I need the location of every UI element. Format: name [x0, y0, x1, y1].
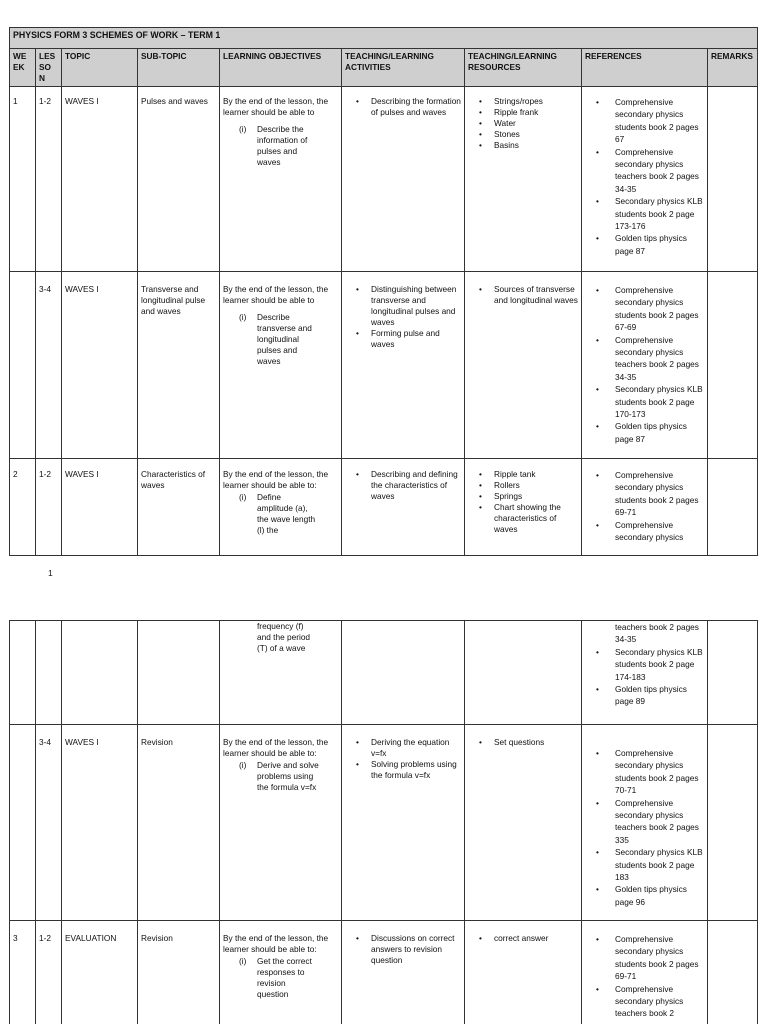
- list-item: • Rollers: [468, 480, 578, 491]
- references-cell: [582, 921, 708, 1024]
- list-item: • Comprehensive secondary physics students book 2 pages 67-69: [585, 284, 704, 334]
- table-row: [10, 459, 758, 556]
- remarks-cell: [708, 621, 758, 725]
- resources-cell: [465, 272, 582, 459]
- list-item: • Discussions on correct answers to revision question: [345, 933, 461, 966]
- references-cell: [582, 725, 708, 921]
- objectives-cell: [220, 921, 342, 1024]
- activities-cell: [342, 921, 465, 1024]
- objective-number: (i): [239, 312, 247, 322]
- objective-text: Describe transverse and longitudinal pulses and waves: [257, 312, 312, 366]
- list-item: • Golden tips physics page 87: [585, 420, 704, 445]
- table-row: [10, 621, 758, 725]
- list-item: • Describing and defining the characteristics of waves: [345, 469, 461, 502]
- objective-text: Derive and solve problems using the formula v=fx: [257, 760, 319, 792]
- week-cell: 1: [10, 87, 36, 272]
- subtopic-cell: Pulses and waves: [138, 87, 220, 272]
- objective-number: (i): [239, 492, 247, 502]
- document-page-2: [0, 620, 768, 1024]
- objective-text: Describe the information of pulses and waves: [257, 124, 308, 167]
- list-item: • Springs: [468, 491, 578, 502]
- objective-number: (i): [239, 760, 247, 770]
- objective-intro: By the end of the lesson, the learner should be able to:: [223, 933, 329, 954]
- list-item: • Water: [468, 118, 578, 129]
- table-row: [10, 87, 758, 272]
- list-item: • Forming pulse and waves: [345, 328, 461, 350]
- document-title: PHYSICS FORM 3 SCHEMES OF WORK – TERM 1: [10, 28, 758, 49]
- list-item: • correct answer: [468, 933, 578, 944]
- remarks-cell: [708, 725, 758, 921]
- list-item: • Strings/ropes: [468, 96, 578, 107]
- header-references: REFERENCES: [582, 49, 708, 87]
- week-cell: [10, 621, 36, 725]
- subtopic-cell: Revision: [138, 725, 220, 921]
- references-cell: [582, 272, 708, 459]
- remarks-cell: [708, 459, 758, 556]
- objective-text: Get the correct responses to revision question: [257, 956, 312, 999]
- header-week: WE EK: [10, 49, 36, 87]
- remarks-cell: [708, 87, 758, 272]
- activities-cell: [342, 459, 465, 556]
- list-item: • Stones: [468, 129, 578, 140]
- list-item: • Golden tips physics page 87: [585, 232, 704, 257]
- topic-cell: WAVES I: [62, 459, 138, 556]
- list-item: • Comprehensive secondary physics teachers book 2 pages 335: [585, 797, 704, 847]
- table-row: [10, 921, 758, 1024]
- list-item: • Chart showing the characteristics of waves: [468, 502, 578, 535]
- references-cell: [582, 87, 708, 272]
- objectives-cell: [220, 459, 342, 556]
- scheme-table-page-2: [9, 620, 758, 1024]
- list-item: • Comprehensive secondary physics students book 2 pages 69-71: [585, 933, 704, 983]
- list-item: • Golden tips physics page 96: [585, 883, 704, 908]
- list-item: • Secondary physics KLB students book 2 page 170-173: [585, 383, 704, 420]
- list-item: • Secondary physics KLB students book 2 page 183: [585, 846, 704, 883]
- week-cell: 3: [10, 921, 36, 1024]
- week-cell: [10, 725, 36, 921]
- activities-cell: [342, 725, 465, 921]
- objectives-cell: [220, 725, 342, 921]
- header-resources: TEACHING/LEARNING RESOURCES: [465, 49, 582, 87]
- references-cell: [582, 459, 708, 556]
- topic-cell: WAVES I: [62, 272, 138, 459]
- objectives-cell: [220, 272, 342, 459]
- header-subtopic: SUB-TOPIC: [138, 49, 220, 87]
- list-item: • Ripple tank: [468, 469, 578, 480]
- scheme-table-page-1: [9, 27, 758, 556]
- lesson-cell: [36, 621, 62, 725]
- list-item: • Comprehensive secondary physics students book 2 pages 69-71: [585, 469, 704, 519]
- list-item: • Comprehensive secondary physics: [585, 519, 704, 544]
- header-topic: TOPIC: [62, 49, 138, 87]
- objective-text: Define amplitude (a), the wave length (l) the: [257, 492, 316, 535]
- activities-cell: [342, 621, 465, 725]
- week-cell: 2: [10, 459, 36, 556]
- topic-cell: WAVES I: [62, 87, 138, 272]
- list-item: • Distinguishing between transverse and longitudinal pulses and waves: [345, 284, 461, 328]
- list-item: • Solving problems using the formula v=fx: [345, 759, 461, 781]
- lesson-cell: 1-2: [36, 459, 62, 556]
- table-row: [10, 725, 758, 921]
- objective-number: (i): [239, 956, 247, 966]
- topic-cell: WAVES I: [62, 725, 138, 921]
- header-activities: TEACHING/LEARNING ACTIVITIES: [342, 49, 465, 87]
- objective-intro: By the end of the lesson, the learner should be able to: [223, 284, 329, 305]
- subtopic-cell: Transverse and longitudinal pulse and waves: [138, 272, 220, 459]
- list-item: • Secondary physics KLB students book 2 page 174-183: [585, 646, 704, 683]
- lesson-cell: 1-2: [36, 87, 62, 272]
- list-item: • Ripple frank: [468, 107, 578, 118]
- remarks-cell: [708, 921, 758, 1024]
- lesson-cell: 3-4: [36, 725, 62, 921]
- objective-intro: By the end of the lesson, the learner should be able to:: [223, 469, 329, 490]
- resources-cell: [465, 621, 582, 725]
- list-item: • Sources of transverse and longitudinal waves: [468, 284, 578, 306]
- topic-cell: EVALUATION: [62, 921, 138, 1024]
- activities-cell: [342, 272, 465, 459]
- list-item: • Golden tips physics page 89: [585, 683, 704, 708]
- header-remarks: REMARKS: [708, 49, 758, 87]
- list-item: • Secondary physics KLB students book 2 page 173-176: [585, 195, 704, 232]
- list-item: • Comprehensive secondary physics teachers book 2 pages 34-35: [585, 334, 704, 384]
- list-item: • Comprehensive secondary physics students book 2 pages 70-71: [585, 747, 704, 797]
- page-gap: [0, 580, 768, 620]
- resources-cell: [465, 725, 582, 921]
- resources-cell: [465, 87, 582, 272]
- objective-intro: By the end of the lesson, the learner should be able to: [223, 96, 329, 117]
- list-item: • Basins: [468, 140, 578, 151]
- list-item: • Deriving the equation v=fx: [345, 737, 461, 759]
- page-number: 1: [48, 568, 53, 578]
- subtopic-cell: Revision: [138, 921, 220, 1024]
- objective-number: (i): [239, 124, 247, 134]
- objective-intro: By the end of the lesson, the learner should be able to:: [223, 737, 329, 758]
- objectives-cell: [220, 87, 342, 272]
- week-cell: [10, 272, 36, 459]
- subtopic-cell: [138, 621, 220, 725]
- resources-cell: [465, 921, 582, 1024]
- objectives-cell: [220, 621, 342, 725]
- table-row: [10, 272, 758, 459]
- references-cell: [582, 621, 708, 725]
- list-item: • Comprehensive secondary physics students book 2 pages 67: [585, 96, 704, 146]
- activities-cell: [342, 87, 465, 272]
- lesson-cell: 3-4: [36, 272, 62, 459]
- lesson-cell: 1-2: [36, 921, 62, 1024]
- remarks-cell: [708, 272, 758, 459]
- list-item: • Describing the formation of pulses and waves: [345, 96, 461, 118]
- reference-continuation: teachers book 2 pages 34-35: [615, 622, 699, 645]
- objective-text: frequency (f) and the period (T) of a wave: [257, 621, 311, 653]
- list-item: • Comprehensive secondary physics teachers book 2 pages 34-35: [585, 146, 704, 196]
- list-item: • Comprehensive secondary physics teachers book 2: [585, 983, 704, 1020]
- header-objectives: LEARNING OBJECTIVES: [220, 49, 342, 87]
- topic-cell: [62, 621, 138, 725]
- header-lesson: LES SO N: [36, 49, 62, 87]
- subtopic-cell: Characteristics of waves: [138, 459, 220, 556]
- list-item: • Set questions: [468, 737, 578, 748]
- resources-cell: [465, 459, 582, 556]
